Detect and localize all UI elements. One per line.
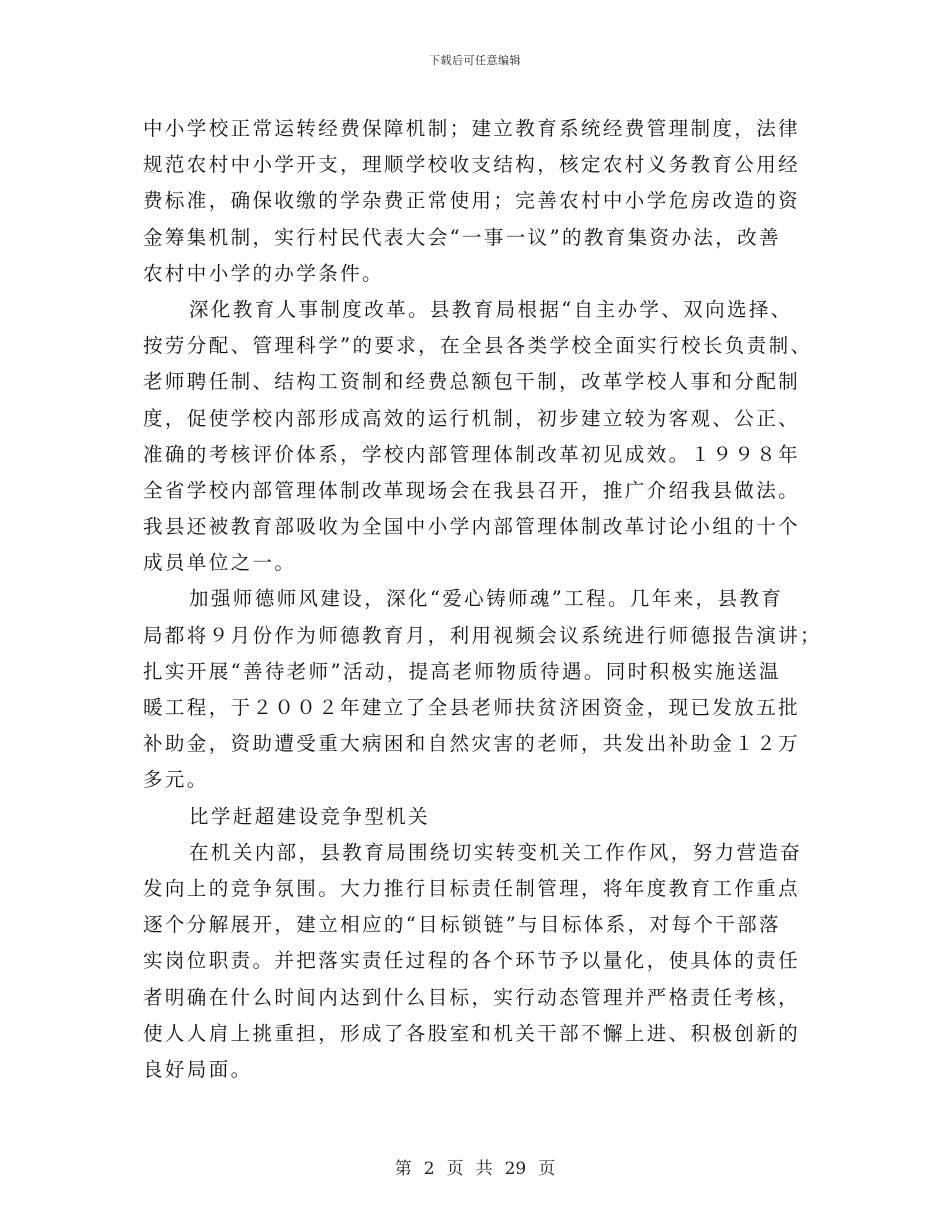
text-line: 全省学校内部管理体制改革现场会在我县召开，推广介绍我县做法。 <box>143 478 801 502</box>
page-header-note: 下载后可任意编辑 <box>429 54 521 67</box>
footer-label-di: 第 <box>394 1159 412 1179</box>
text-line: 金筹集机制，实行村民代表大会“一事一议”的教育集资办法，改善 <box>143 225 781 249</box>
text-line: 实岗位职责。并把落实责任过程的各个环节予以量化，使具体的责任 <box>143 949 801 973</box>
text-line-indent: 在机关内部，县教育局围绕切实转变机关工作作风，努力营造奋 <box>189 840 803 864</box>
text-line-indent: 加强师德师风建设，深化“爱心铸师魂”工程。几年来，县教育 <box>189 587 784 611</box>
text-line: 良好局面。 <box>143 1057 253 1081</box>
text-line: 暖工程，于２００２年建立了全县老师扶贫济困资金，现已发放五批 <box>143 696 801 719</box>
text-line: 农村中小学的办学条件。 <box>143 261 384 285</box>
text-line: 中小学校正常运转经费保障机制；建立教育系统经费管理制度，法律 <box>143 117 801 140</box>
text-line: 成员单位之一。 <box>143 551 297 575</box>
footer-label-gong: 共 <box>475 1159 493 1179</box>
current-page-number: 2 <box>423 1159 435 1179</box>
text-line: 发向上的竞争氛围。大力推行目标责任制管理，将年度教育工作重点 <box>143 876 801 900</box>
text-line: 费标准，确保收缴的学杂费正常使用；完善农村中小学危房改造的资 <box>143 189 801 213</box>
text-line: 规范农村中小学开支，理顺学校收支结构，核定农村义务教育公用经 <box>143 153 801 177</box>
document-body <box>143 111 822 1088</box>
text-line: 准确的考核评价体系，学校内部管理体制改革初见成效。１９９８年 <box>143 442 801 466</box>
text-line-indent: 深化教育人事制度改革。县教育局根据“自主办学、双向选择、 <box>189 297 793 321</box>
text-line: 者明确在什么时间内达到什么目标，实行动态管理并严格责任考核， <box>143 985 801 1009</box>
text-line: 逐个分解展开，建立相应的“目标锁链”与目标体系，对每个干部落 <box>143 913 781 937</box>
text-line: 我县还被教育部吸收为全国中小学内部管理体制改革讨论小组的十个 <box>143 515 801 539</box>
text-line: 局都将９月份作为师德教育月，利用视频会议系统进行师德报告演讲； <box>143 623 822 647</box>
footer-label-ye2: 页 <box>538 1159 556 1179</box>
footer-label-ye: 页 <box>446 1159 464 1179</box>
text-line: 老师聘任制、结构工资制和经费总额包干制，改革学校人事和分配制 <box>143 370 801 394</box>
text-line: 按劳分配、管理科学”的要求，在全县各类学校全面实行校长负责制、 <box>143 334 813 358</box>
total-pages-number: 29 <box>504 1159 527 1179</box>
text-line: 补助金，资助遭受重大病困和自然灾害的老师，共发出补助金１２万 <box>143 732 801 756</box>
text-line: 使人人肩上挑重担，形成了各股室和机关干部不懈上进、积极创新的 <box>143 1021 801 1045</box>
text-line: 度，促使学校内部形成高效的运行机制，初步建立较为客观、公正、 <box>143 406 801 430</box>
page-number-footer <box>0 1154 950 1179</box>
text-line: 多元。 <box>143 768 209 792</box>
text-line: 扎实开展“善待老师”活动，提高老师物质待遇。同时积极实施送温 <box>143 659 781 683</box>
section-heading: 比学赶超建设竞争型机关 <box>189 804 430 828</box>
